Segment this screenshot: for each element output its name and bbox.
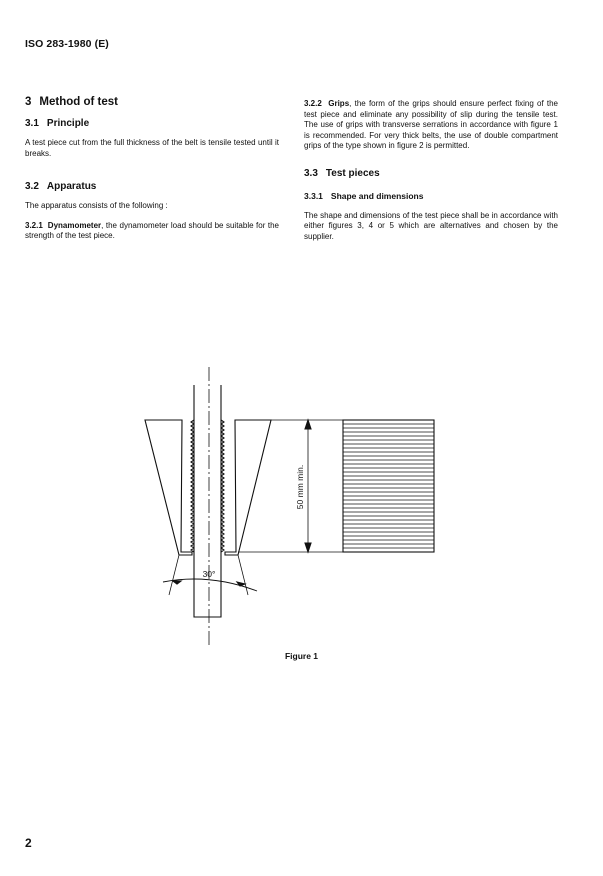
section-3-1-heading	[25, 118, 279, 129]
page-number: 2	[25, 836, 32, 850]
section-3-heading	[25, 96, 279, 108]
section-number: 3.2	[25, 181, 39, 192]
dimension-arrow-top	[305, 420, 311, 429]
figure-caption: Figure 1	[284, 651, 319, 661]
left-column	[25, 96, 279, 254]
clause-term: Dynamometer	[47, 220, 102, 230]
section-title: Principle	[46, 118, 90, 129]
section-title: Test pieces	[325, 167, 380, 179]
section-title: Apparatus	[46, 181, 97, 192]
clause-text: , the form of the grips should ensure perfect fixing of the test piece and eliminate any possibility of slip during the tensile test. The use of grips with transverse serrations in accordance with figure 1 is recommended. For very thick belts, the use of double compartment grips of the type shown in figure 2 is permitted.	[304, 99, 559, 150]
clause-number: 3.2.1	[25, 220, 43, 230]
grips-diagram	[125, 355, 485, 655]
section-number: 3.3	[304, 167, 318, 179]
dynamometer-paragraph	[25, 221, 279, 242]
clause-number: 3.2.2	[304, 99, 322, 108]
angle-line-left	[169, 555, 179, 595]
apparatus-intro: The apparatus consists of the following :	[25, 201, 168, 210]
angle-label: 30°	[202, 569, 216, 579]
serration-lines	[343, 424, 434, 548]
angle-line-right	[238, 555, 248, 595]
figure-1-drawing	[125, 355, 485, 655]
clause-term: Grips	[328, 99, 350, 108]
dimension-arrow-bottom	[305, 543, 311, 552]
section-title: Shape and dimensions	[330, 190, 424, 201]
right-column	[304, 99, 558, 254]
section-number: 3	[25, 96, 32, 108]
section-3-3-heading	[304, 168, 558, 179]
clause-text: , the dynamometer load should be suitable for the strength of the test piece.	[25, 220, 279, 240]
section-number: 3.1	[25, 118, 39, 129]
dimension-label: 50 mm min.	[295, 464, 305, 510]
section-3-2-heading	[25, 181, 279, 192]
grips-paragraph	[304, 99, 558, 152]
right-grip-jaw	[225, 420, 271, 555]
test-piece-outline	[194, 385, 221, 617]
section-number: 3.3.1	[304, 190, 323, 201]
section-3-3-1-heading	[304, 191, 558, 201]
document-header: ISO 283-1980 (E)	[25, 38, 109, 50]
shape-paragraph: The shape and dimensions of the test piece shall be in accordance with either figures 3, 4 or 5 which are alternatives and chosen by the supplier.	[304, 210, 558, 241]
left-grip-jaw	[145, 420, 192, 555]
principle-paragraph: A test piece cut from the full thickness of the belt is tensile tested until it breaks.	[25, 138, 279, 158]
section-title: Method of test	[39, 96, 118, 108]
arc-arrow-left	[173, 581, 181, 584]
